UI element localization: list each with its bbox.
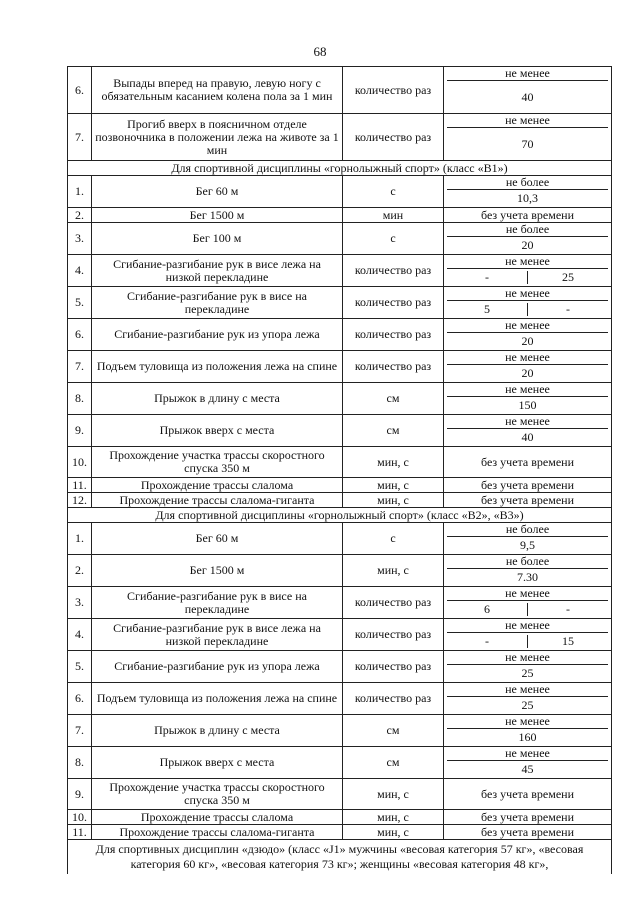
row-number: 7. bbox=[68, 114, 92, 161]
norm-value: без учета времени bbox=[444, 825, 612, 840]
norm-value: без учета времени bbox=[444, 447, 612, 478]
norm-qualifier: не менее bbox=[447, 351, 608, 365]
row-number: 11. bbox=[68, 478, 92, 493]
norm-value: 70 bbox=[521, 136, 534, 151]
norm-value: - bbox=[447, 635, 528, 648]
norm-cell bbox=[444, 351, 612, 383]
norm-qualifier: не менее bbox=[447, 747, 608, 761]
norm-qualifier: не менее bbox=[447, 114, 608, 128]
norm-value: 25 bbox=[521, 666, 534, 680]
unit: см bbox=[343, 715, 444, 747]
table-row bbox=[68, 747, 612, 779]
exercise-name: Сгибание-разгибание рук в висе на перекладине bbox=[92, 287, 343, 319]
table-row bbox=[68, 715, 612, 747]
row-number: 1. bbox=[68, 176, 92, 208]
norm-value: - bbox=[447, 271, 528, 284]
norm-value: без учета времени bbox=[444, 810, 612, 825]
table-row bbox=[68, 493, 612, 508]
exercise-name: Сгибание-разгибание рук в висе на перекладине bbox=[92, 587, 343, 619]
unit: см bbox=[343, 747, 444, 779]
table-row bbox=[68, 523, 612, 555]
table-row bbox=[68, 683, 612, 715]
table-row bbox=[68, 779, 612, 810]
exercise-name: Прыжок в длину с места bbox=[92, 715, 343, 747]
unit: мин, с bbox=[343, 810, 444, 825]
norm-value: 15 bbox=[562, 634, 574, 648]
table-row bbox=[68, 619, 612, 651]
row-number: 2. bbox=[68, 555, 92, 587]
norm-cell bbox=[444, 651, 612, 683]
unit: с bbox=[343, 176, 444, 208]
row-number: 12. bbox=[68, 493, 92, 508]
table-row bbox=[68, 114, 612, 161]
norm-cell bbox=[444, 287, 612, 319]
unit: количество раз bbox=[343, 287, 444, 319]
row-number: 5. bbox=[68, 651, 92, 683]
unit: количество раз bbox=[343, 255, 444, 287]
unit: с bbox=[343, 523, 444, 555]
exercise-name: Сгибание-разгибание рук в висе лежа на низкой перекладине bbox=[92, 619, 343, 651]
table-row bbox=[68, 287, 612, 319]
unit: количество раз bbox=[343, 67, 444, 114]
row-number: 7. bbox=[68, 351, 92, 383]
norm-value: 5 bbox=[447, 303, 528, 316]
unit: количество раз bbox=[343, 114, 444, 161]
row-number: 10. bbox=[68, 447, 92, 478]
unit: количество раз bbox=[343, 619, 444, 651]
norm-qualifier: не менее bbox=[447, 683, 608, 697]
norm-value: 45 bbox=[521, 762, 534, 776]
table-row bbox=[68, 651, 612, 683]
norm-cell bbox=[444, 176, 612, 208]
exercise-name: Сгибание-разгибание рук в висе лежа на низкой перекладине bbox=[92, 255, 343, 287]
table-row bbox=[68, 587, 612, 619]
table-row bbox=[68, 176, 612, 208]
section-header-row bbox=[68, 508, 612, 523]
unit: см bbox=[343, 415, 444, 447]
norm-qualifier: не менее bbox=[447, 715, 608, 729]
norm-qualifier: не менее bbox=[447, 287, 608, 301]
norm-cell bbox=[444, 747, 612, 779]
section-title: Для спортивной дисциплины «горнолыжный спорт» (класс «В1») bbox=[68, 161, 612, 176]
norm-qualifier: не менее bbox=[447, 619, 608, 633]
unit: мин bbox=[343, 208, 444, 223]
norm-value: 20 bbox=[521, 334, 534, 348]
exercise-name: Прохождение трассы слалома bbox=[92, 478, 343, 493]
exercise-name: Прогиб вверх в поясничном отделе позвоночника в положении лежа на животе за 1 мин bbox=[92, 114, 343, 161]
norm-qualifier: не менее bbox=[447, 651, 608, 665]
norm-qualifier: не менее bbox=[447, 415, 608, 429]
row-number: 9. bbox=[68, 415, 92, 447]
unit: количество раз bbox=[343, 587, 444, 619]
norm-qualifier: не менее bbox=[447, 587, 608, 601]
row-number: 8. bbox=[68, 383, 92, 415]
section-title-continued: Для спортивных дисциплин «дзюдо» (класс «J1» мужчины «весовая категория 57 кг», «весовая категория 60 кг», «весовая категория 73 кг»; женщины «весовая категория 48 кг», bbox=[68, 840, 612, 875]
norm-cell bbox=[444, 715, 612, 747]
row-number: 5. bbox=[68, 287, 92, 319]
unit: мин, с bbox=[343, 555, 444, 587]
section-title: Для спортивной дисциплины «горнолыжный спорт» (класс «В2», «В3») bbox=[68, 508, 612, 523]
norm-qualifier: не менее bbox=[447, 67, 608, 81]
norm-cell bbox=[444, 587, 612, 619]
row-number: 1. bbox=[68, 523, 92, 555]
table-row bbox=[68, 383, 612, 415]
exercise-name: Бег 60 м bbox=[92, 176, 343, 208]
standards-table bbox=[67, 66, 612, 874]
table-row bbox=[68, 415, 612, 447]
exercise-name: Прохождение участка трассы скоростного спуска 350 м bbox=[92, 447, 343, 478]
table-row bbox=[68, 67, 612, 114]
unit: мин, с bbox=[343, 493, 444, 508]
norm-value: 10,3 bbox=[517, 191, 538, 205]
norm-qualifier: не менее bbox=[447, 383, 608, 397]
norm-cell bbox=[444, 319, 612, 351]
norm-value: 25 bbox=[521, 698, 534, 712]
norm-value: 150 bbox=[518, 398, 537, 412]
unit: с bbox=[343, 223, 444, 255]
norm-value: без учета времени bbox=[444, 779, 612, 810]
unit: мин, с bbox=[343, 478, 444, 493]
norm-cell bbox=[444, 255, 612, 287]
norm-cell bbox=[444, 619, 612, 651]
table-row bbox=[68, 825, 612, 840]
exercise-name: Выпады вперед на правую, левую ногу с обязательным касанием колена пола за 1 мин bbox=[92, 67, 343, 114]
norm-cell bbox=[444, 223, 612, 255]
norm-cell bbox=[444, 555, 612, 587]
exercise-name: Бег 60 м bbox=[92, 523, 343, 555]
exercise-name: Подъем туловища из положения лежа на спине bbox=[92, 351, 343, 383]
norm-qualifier: не более bbox=[447, 223, 608, 237]
norm-cell bbox=[444, 415, 612, 447]
unit: количество раз bbox=[343, 319, 444, 351]
norm-value: 6 bbox=[447, 603, 528, 616]
exercise-name: Бег 100 м bbox=[92, 223, 343, 255]
norm-qualifier: не менее bbox=[447, 255, 608, 269]
norm-value: 160 bbox=[518, 730, 537, 744]
table-row bbox=[68, 810, 612, 825]
norm-value: 9,5 bbox=[520, 538, 535, 552]
norm-cell bbox=[444, 683, 612, 715]
table-row bbox=[68, 208, 612, 223]
exercise-name: Прохождение участка трассы скоростного спуска 350 м bbox=[92, 779, 343, 810]
section-header-row bbox=[68, 840, 612, 875]
unit: мин, с bbox=[343, 779, 444, 810]
norm-cell bbox=[444, 67, 612, 114]
norm-qualifier: не более bbox=[447, 523, 608, 537]
table-row bbox=[68, 255, 612, 287]
table-row bbox=[68, 319, 612, 351]
row-number: 11. bbox=[68, 825, 92, 840]
row-number: 6. bbox=[68, 683, 92, 715]
exercise-name: Прыжок вверх с места bbox=[92, 415, 343, 447]
norm-value: без учета времени bbox=[444, 478, 612, 493]
norm-cell bbox=[444, 114, 612, 161]
exercise-name: Бег 1500 м bbox=[92, 555, 343, 587]
row-number: 6. bbox=[68, 319, 92, 351]
table-row bbox=[68, 351, 612, 383]
row-number: 7. bbox=[68, 715, 92, 747]
exercise-name: Подъем туловища из положения лежа на спине bbox=[92, 683, 343, 715]
row-number: 6. bbox=[68, 67, 92, 114]
unit: мин, с bbox=[343, 447, 444, 478]
row-number: 8. bbox=[68, 747, 92, 779]
row-number: 9. bbox=[68, 779, 92, 810]
exercise-name: Сгибание-разгибание рук из упора лежа bbox=[92, 651, 343, 683]
unit: мин, с bbox=[343, 825, 444, 840]
exercise-name: Прыжок в длину с места bbox=[92, 383, 343, 415]
norm-value: без учета времени bbox=[444, 493, 612, 508]
exercise-name: Сгибание-разгибание рук из упора лежа bbox=[92, 319, 343, 351]
norm-value: 40 bbox=[521, 430, 534, 444]
table-row bbox=[68, 447, 612, 478]
exercise-name: Прыжок вверх с места bbox=[92, 747, 343, 779]
section-header-row bbox=[68, 161, 612, 176]
norm-value: без учета времени bbox=[444, 208, 612, 223]
norm-cell bbox=[444, 523, 612, 555]
exercise-name: Прохождение трассы слалома-гиганта bbox=[92, 493, 343, 508]
row-number: 3. bbox=[68, 223, 92, 255]
table-row bbox=[68, 478, 612, 493]
unit: количество раз bbox=[343, 683, 444, 715]
norm-value: 7.30 bbox=[517, 570, 538, 584]
norm-value: 20 bbox=[521, 238, 534, 252]
norm-value: - bbox=[566, 302, 570, 316]
table-row bbox=[68, 555, 612, 587]
norm-qualifier: не менее bbox=[447, 319, 608, 333]
exercise-name: Прохождение трассы слалома-гиганта bbox=[92, 825, 343, 840]
norm-value: 25 bbox=[562, 270, 574, 284]
exercise-name: Прохождение трассы слалома bbox=[92, 810, 343, 825]
row-number: 3. bbox=[68, 587, 92, 619]
row-number: 2. bbox=[68, 208, 92, 223]
unit: количество раз bbox=[343, 651, 444, 683]
norm-value: 20 bbox=[521, 366, 534, 380]
row-number: 4. bbox=[68, 255, 92, 287]
exercise-name: Бег 1500 м bbox=[92, 208, 343, 223]
row-number: 4. bbox=[68, 619, 92, 651]
unit: количество раз bbox=[343, 351, 444, 383]
row-number: 10. bbox=[68, 810, 92, 825]
norm-value: 40 bbox=[521, 89, 534, 104]
page-number: 68 bbox=[313, 44, 327, 59]
norm-qualifier: не более bbox=[447, 176, 608, 190]
table-row bbox=[68, 223, 612, 255]
norm-value: - bbox=[566, 602, 570, 616]
norm-qualifier: не более bbox=[447, 555, 608, 569]
norm-cell bbox=[444, 383, 612, 415]
unit: см bbox=[343, 383, 444, 415]
